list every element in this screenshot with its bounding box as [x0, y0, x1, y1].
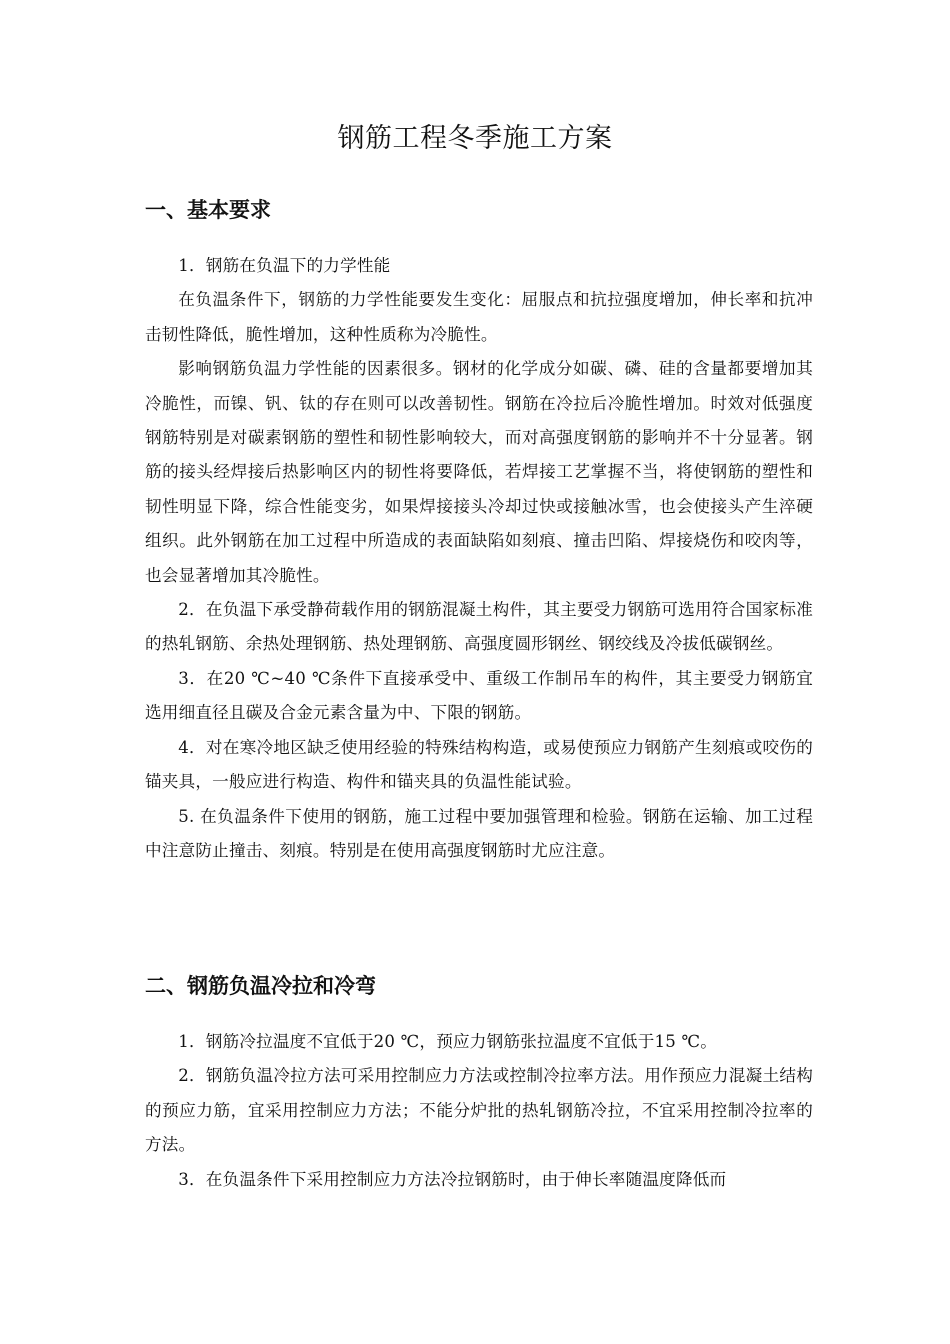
- paragraph: 3．在20 ℃~40 ℃条件下直接承受中、重级工作制吊车的构件，其主要受力钢筋宜选用细直径且碳及合金元素含量为中、下限的钢筋。: [145, 668, 813, 723]
- paragraph: 2．在负温下承受静荷载作用的钢筋混凝土构件，其主要受力钢筋可选用符合国家标准的热轧钢筋、余热处理钢筋、热处理钢筋、高强度圆形钢丝、钢绞线及冷拔低碳钢丝。: [145, 600, 813, 654]
- paragraph: 3．在负温条件下采用控制应力方法冷拉钢筋时，由于伸长率随温度降低而: [178, 1169, 727, 1189]
- paragraph: 4．对在寒冷地区缺乏使用经验的特殊结构构造，或易使预应力钢筋产生刻痕或咬伤的锚夹具，一般应进行构造、构件和锚夹具的负温性能试验。: [145, 737, 813, 792]
- section-body-cold-drawing: [145, 1025, 813, 1197]
- paragraph: 1．钢筋冷拉温度不宜低于20 ℃，预应力钢筋张拉温度不宜低于15 ℃。: [178, 1032, 718, 1051]
- paragraph: 1．钢筋在负温下的力学性能: [178, 256, 391, 275]
- paragraph: 在负温条件下，钢筋的力学性能要发生变化：屈服点和抗拉强度增加，伸长率和抗冲击韧性降低，脆性增加，这种性质称为冷脆性。: [145, 290, 813, 344]
- section-heading-cold-drawing: 二、钢筋负温冷拉和冷弯: [145, 974, 376, 998]
- section-body-basic-requirements: [145, 249, 813, 868]
- paragraph: 5. 在负温条件下使用的钢筋，施工过程中要加强管理和检验。钢筋在运输、加工过程中注意防止撞击、刻痕。特别是在使用高强度钢筋时尤应注意。: [145, 806, 813, 860]
- paragraph: 2．钢筋负温冷拉方法可采用控制应力方法或控制冷拉率方法。用作预应力混凝土结构的预应力筋，宜采用控制应力方法；不能分炉批的热轧钢筋冷拉，不宜采用控制冷拉率的方法。: [145, 1066, 813, 1155]
- section-heading-basic-requirements: 一、基本要求: [145, 198, 271, 222]
- paragraph: 影响钢筋负温力学性能的因素很多。钢材的化学成分如碳、磷、硅的含量都要增加其冷脆性，而镍、钒、钛的存在则可以改善韧性。钢筋在冷拉后冷脆性增加。时效对低强度钢筋特别是对碳素钢筋的塑性和韧性影响较大，而对高强度钢筋的影响并不十分显著。钢筋的接头经焊接后热影响区内的韧性将要降低，若焊接工艺掌握不当，将使钢筋的塑性和韧性明显下降，综合性能变劣，如果焊接接头冷却过快或接触冰雪，也会使接头产生淬硬组织。此外钢筋在加工过程中所造成的表面缺陷如刻痕、撞击凹陷、焊接烧伤和咬肉等，也会显著增加其冷脆性。: [145, 359, 813, 585]
- document-title: 钢筋工程冬季施工方案: [337, 123, 613, 154]
